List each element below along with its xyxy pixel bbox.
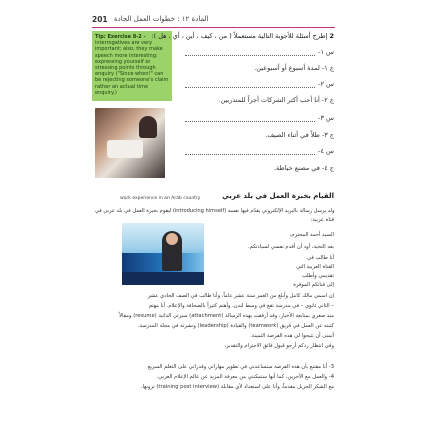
para-line-11: منذ صغري بمتابعة الأخبار، وقد أرفقت بهذه الرسالة (attachment) سيرتي الذاتية (resume) ومقالاً xyxy=(119,313,334,319)
tip-text: interrogatives are very important; also, they make speech more interesting: expressing yourself or stressing points through enquiry ("Since when!" can be rejecting someone's claim rather an actual time enquiry.) xyxy=(95,40,169,96)
page-number: 201 xyxy=(92,15,108,24)
instruction-text: إطرح أسئلة للأجوبة التالية مستعملاً ( من ، كيف ، أين ، أي ، هل ): xyxy=(151,32,328,40)
answer-4: ج ٤- في مصنع خياطة. xyxy=(273,164,334,172)
para-line-12: كتبته عن العمل في فريق (teamwork) والقيادة (leadership) ونشرته في مجلة المدرسة. xyxy=(137,323,334,329)
header-rule xyxy=(92,27,335,29)
para-line-5: أنا طالب في xyxy=(307,255,334,261)
anchor-desk xyxy=(122,272,204,285)
anchor-face xyxy=(166,233,178,245)
para-line-9: إن اسمي مالك كامل وأبلغ من العمر ستة عشر عاماً، وأنا طالب في الصف الحادي عشر xyxy=(147,293,334,299)
para-line-7: تقديمي وأطلب xyxy=(301,273,334,279)
para-line-3: السيد أحمد المحترم، xyxy=(289,232,334,238)
page-header xyxy=(92,14,335,28)
tip-box xyxy=(92,31,172,101)
answer-line-3[interactable] xyxy=(185,121,315,122)
sewing-photo xyxy=(95,108,165,178)
para-line-1: ولد يرسل رسالة بالبريد الإلكتروني يقدّم فيها نفسه (introducing himself) ليقوم بخبرة العمل في بلد عربي في xyxy=(94,208,334,214)
para-line-2: قناة عربية: xyxy=(310,217,334,223)
question-4: س ٤- xyxy=(318,147,334,155)
para-line-4: بعد التحية، أود أن أقدم نفسي لسيادتكم. xyxy=(248,244,334,250)
question-1: س ١- xyxy=(318,48,334,56)
para-line-15: 3- أنا مقتنع بأن هذه الفرصة ستساعدني في تطوير مهاراتي وقدراتي على التعلم السريع xyxy=(147,364,334,370)
chapter-title: المادة ١٢ : خطوات العمل الجادة xyxy=(114,15,209,23)
answer-2: ج ٢- أنا أحب أكثر الشركات أجراً للمتدربين. xyxy=(218,96,334,104)
answer-line-1[interactable] xyxy=(185,55,315,56)
question-2: س ٢- xyxy=(318,80,334,88)
answer-line-4[interactable] xyxy=(185,154,315,155)
question-3: س ٣- xyxy=(318,114,334,122)
para-line-16: 4- والعمل مع الآخرين، كما أنها ستمكنني من معرفة المزيد عن عالم الإعلام العربي. xyxy=(156,374,334,380)
answer-line-2[interactable] xyxy=(185,87,315,88)
para-line-10: – الثاني ثانوي – في مدرسة تقع في وسط لندن، وأهتم كثيراً بالصحافة والإعلام. أنا مهتم xyxy=(148,303,334,309)
para-line-14: وفي انتظار ردكم أرجو قبول فائق الاحترام والتقدير، xyxy=(224,343,334,349)
sewing-machine-shape xyxy=(107,140,143,158)
exercise-number: 2 xyxy=(329,32,334,40)
para-line-13: أتمنى أن تتيحوا لي هذه الفرصة الثمينة. xyxy=(250,333,334,339)
photo-person xyxy=(139,116,157,138)
para-line-6: القناة العربية التي xyxy=(296,264,334,270)
section-caption: work experience in an Arab country xyxy=(120,196,201,201)
exercise-instruction xyxy=(151,32,334,40)
answer-1: ج ١- لمدة أسبوع أو أسبوعين. xyxy=(254,64,334,72)
para-line-8: إلى قناتكم الموقرة xyxy=(293,282,334,288)
para-line-17: مع الشكر الجزيل مقدماً، وأنا على استعداد لأي مقابلة (training post interview) ترونها. xyxy=(140,384,334,390)
answer-3: ج ٣- طلاً في أثناء الصيف. xyxy=(265,131,334,139)
tip-label: Tip: Exercise 8-2 - xyxy=(95,34,146,40)
section-title: القيام بخبرة العمل في بلد عربي xyxy=(222,192,334,200)
news-anchor-photo xyxy=(122,223,204,285)
